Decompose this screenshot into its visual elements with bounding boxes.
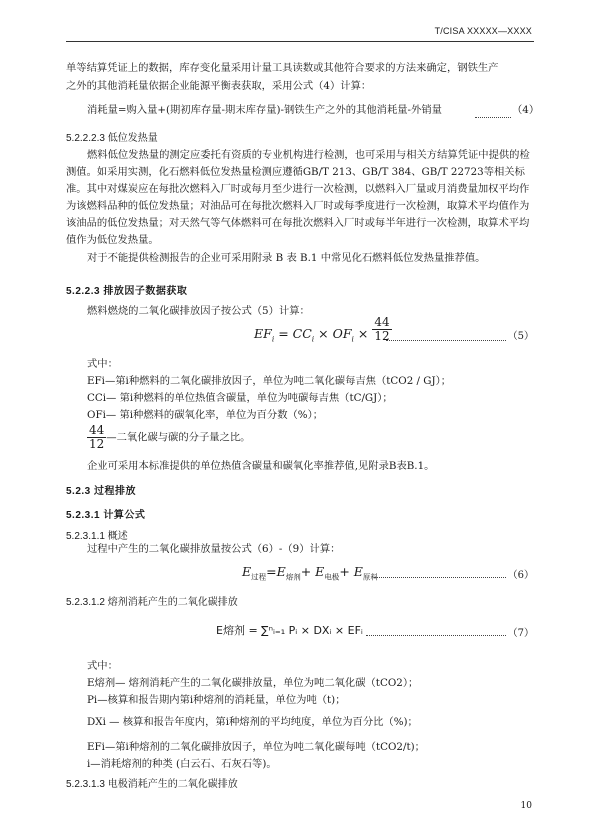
dot-leader (366, 635, 506, 636)
formula-6-number: （6） (507, 570, 534, 581)
def-molecular-ratio: $\frac{44}{12}$ —二氧化碳与碳的分子量之比。 (89, 423, 251, 451)
page-number: 10 (520, 801, 532, 811)
section-5-2-3-1-heading: 5.2.3.1 计算公式 (66, 510, 146, 521)
paragraph-line: 之外的其他消耗量依据企业能源平衡表获取，采用公式（4）计算： (66, 80, 372, 92)
formula-6 (66, 564, 534, 586)
formula-6-expression: $E_{过程}=E_{熔剂}+ E_{电极}+ E_{原料}$ (242, 564, 378, 582)
section-5-2-3-1-1-heading: 5.2.3.1.1 概述 (66, 531, 128, 542)
formula-4-text: 消耗量=购入量+(期初库存量-期末库存量)-钢铁生产之外的其他消耗量-外销量 (87, 104, 442, 116)
formula-7 (66, 622, 534, 644)
def-cc: CCi— 第i种燃料的单位热值含碳量，单位为吨碳每吉焦（tC/GJ）； (87, 392, 393, 404)
standard-id-header: T/CISA XXXXX—XXXX (434, 26, 532, 36)
formula-7-number: （7） (507, 628, 534, 639)
formula-5 (66, 315, 534, 354)
def-ef: EFi—第i种燃料的二氧化碳排放因子，单位为吨二氧化碳每吉焦（tCO2 / GJ）； (87, 375, 452, 387)
ncv-paragraph: 燃料低位发热量的测定应委托有资质的专业机构进行检测，也可采用与相关方结算凭证中提供的检测值。如采用实测，化石燃料低位发热量检测应遵循GB/T 213、GB/T 384、GB/T 22723等相关标准。其中对煤炭应在每批次燃料入厂时或每月至少进行一次检测，以燃料入厂量或月消费量加权平均作为该燃料品种的低位发热量；对油品可在每批次燃料入厂时或每季度进行一次检测，取算术平均值作为该油品的低位发热量；对天然气等气体燃料可在每批次燃料入厂时或每半年进行一次检测，取算术平均值作为低位发热量。 (66, 149, 530, 246)
dot-leader (374, 577, 506, 578)
section-5-2-2-2-3-heading: 5.2.2.2.3 低位发热量 (66, 133, 158, 144)
def-efi: EFi—第i种熔剂的二氧化碳排放因子，单位为吨二氧化碳每吨（tCO2/t)； (87, 741, 425, 753)
def-of: OFi— 第i种燃料的碳氧化率，单位为百分数（%）； (87, 409, 324, 421)
def-e-flux: E熔剂— 熔剂消耗产生的二氧化碳排放量，单位为吨二氧化碳（tCO2）； (87, 677, 419, 689)
def-i: i—消耗熔剂的种类 (白云石、石灰石等)。 (87, 758, 277, 770)
section-5-2-2-3-heading: 5.2.2.3 排放因子数据获取 (66, 286, 188, 297)
section-5-2-3-1-3-heading: 5.2.3.1.3 电极消耗产生的二氧化碳排放 (66, 779, 238, 790)
process-intro: 过程中产生的二氧化碳排放量按公式（6）-（9）计算： (87, 543, 341, 555)
header-rule (66, 41, 534, 42)
ncv-recommend-paragraph: 对于不能提供检测报告的企业可采用附录 B 表 B.1 中常见化石燃料低位发热量推荐值。 (87, 252, 486, 264)
dot-leader (475, 117, 511, 118)
recommend-paragraph: 企业可采用本标准提供的单位热值含碳量和碳氧化率推荐值,见附录B表B.1。 (87, 460, 435, 472)
section-5-2-3-1-2-heading: 5.2.3.1.2 熔剂消耗产生的二氧化碳排放 (66, 597, 238, 608)
ef-intro: 燃料燃烧的二氧化碳排放因子按公式（5）计算： (87, 305, 310, 317)
def-p: Pi—核算和报告期内第i种熔剂的消耗量，单位为吨（t)； (87, 694, 346, 706)
where-label: 式中： (87, 660, 118, 672)
def-dx: DXi — 核算和报告年度内，第i种熔剂的平均纯度，单位为百分比（%)； (87, 716, 418, 728)
section-5-2-3-heading: 5.2.3 过程排放 (66, 486, 137, 497)
dot-leader (386, 340, 506, 341)
paragraph-line: 单等结算凭证上的数据，库存变化量采用计量工具读数或其他符合要求的方法来确定，钢铁生产 (66, 62, 499, 74)
formula-7-expression: E熔剂 = ∑ⁿᵢ₌₁ Pᵢ × DXᵢ × EFᵢ (216, 624, 363, 637)
where-label: 式中： (87, 358, 118, 370)
fraction-44-12: $\frac{44}{12}$ (89, 423, 105, 451)
formula-5-number: （5） (507, 331, 534, 342)
formula-4-number: （4） (512, 104, 540, 116)
formula-5-expression: $EF_i = CC_i \times OF_i$ × $\frac{44}{12}$ (254, 315, 390, 344)
